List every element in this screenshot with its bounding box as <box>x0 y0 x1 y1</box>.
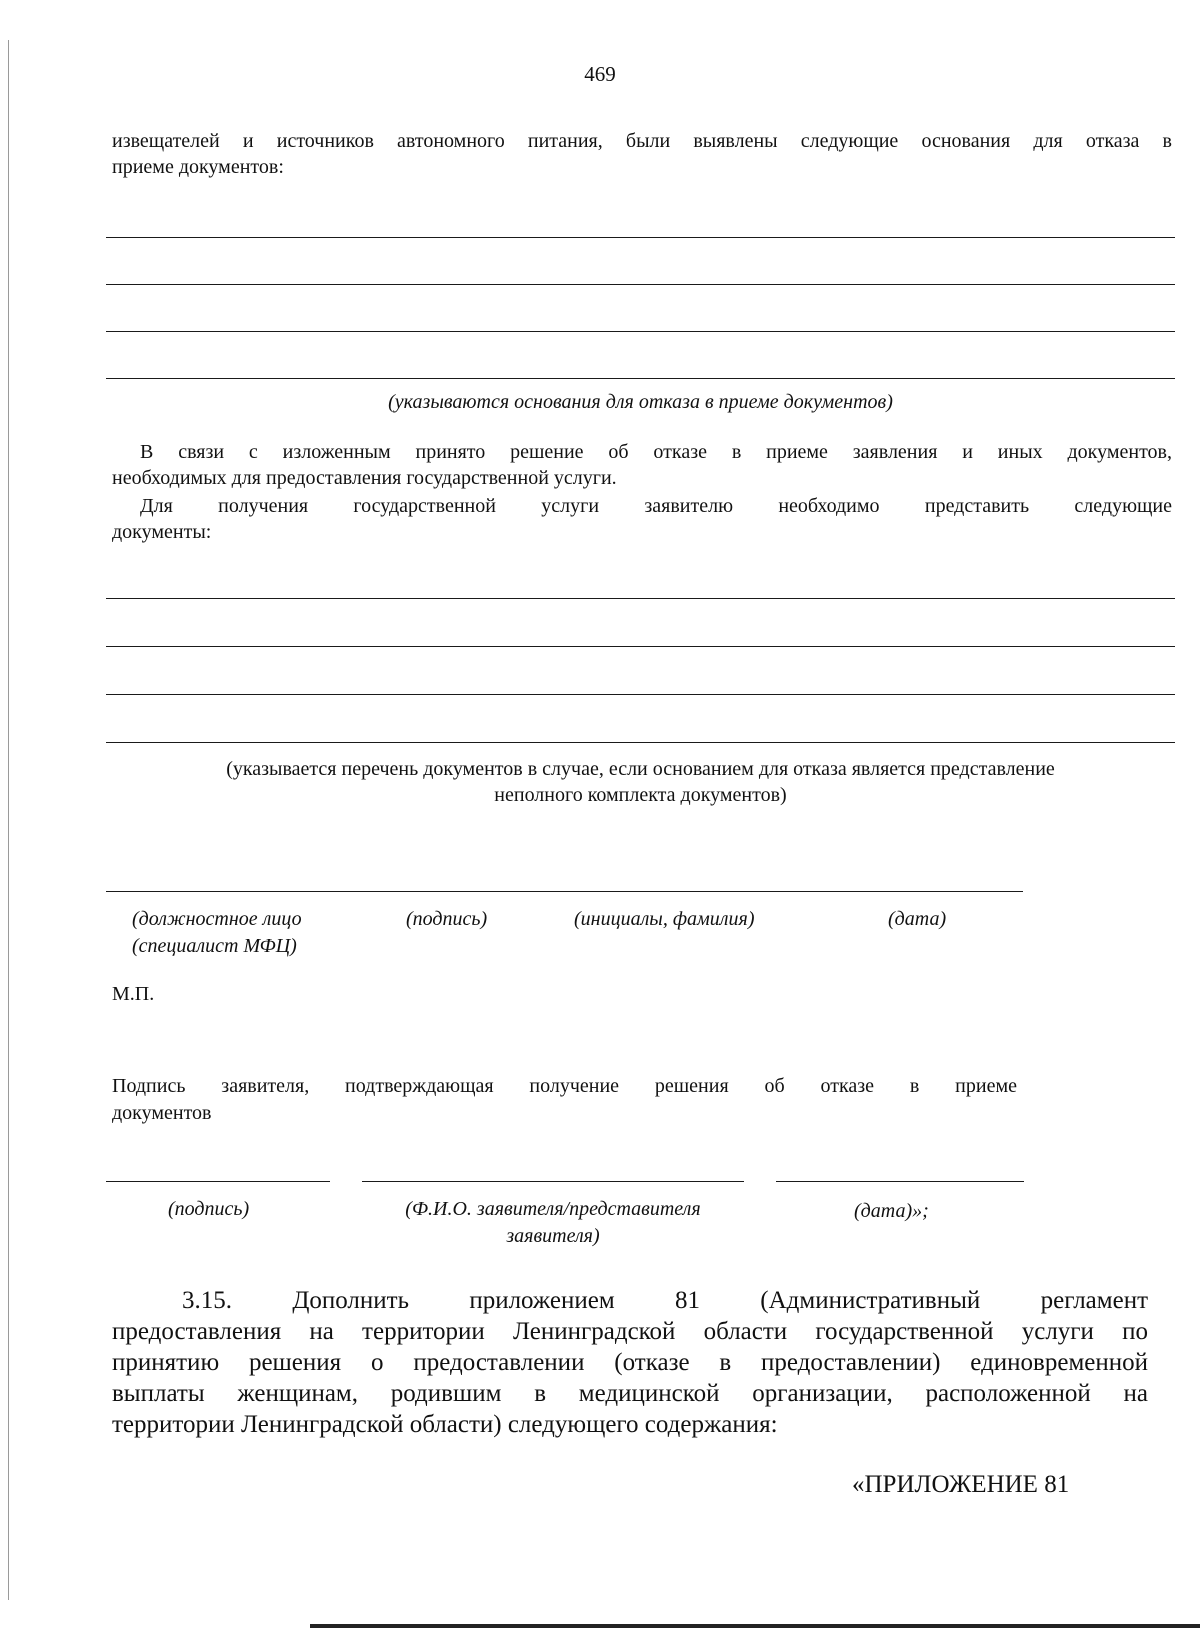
page-left-edge <box>8 40 9 1600</box>
documents-blank-line-2[interactable] <box>106 646 1175 647</box>
clause-line-2: предоставления на территории Ленинградской области государственной услуги по <box>112 1318 1148 1345</box>
clause-line-4: выплаты женщинам, родившим в медицинской организации, расположенной на <box>112 1380 1148 1407</box>
decision-line-1: В связи с изложенным принято решение об отказе в приеме заявления и иных документов, <box>140 441 1172 463</box>
applicant-signature-label: (подпись) <box>168 1198 250 1220</box>
official-initials-label: (инициалы, фамилия) <box>574 908 755 930</box>
documents-blank-line-3[interactable] <box>106 694 1175 695</box>
applicant-name-label-line-1: (Ф.И.О. заявителя/представителя <box>405 1198 701 1220</box>
clause-line-5: территории Ленинградской области) следующего содержания: <box>112 1411 778 1438</box>
stamp-placeholder: М.П. <box>112 983 155 1005</box>
applicant-name-line[interactable] <box>362 1181 744 1182</box>
appendix-heading: «ПРИЛОЖЕНИЕ 81 <box>852 1471 1070 1498</box>
applicant-date-line[interactable] <box>776 1181 1024 1182</box>
applicant-confirmation-line-1: Подпись заявителя, подтверждающая получение решения об отказе в приеме <box>112 1075 1017 1097</box>
applicant-signature-line[interactable] <box>106 1181 330 1182</box>
applicant-name-label-line-2: заявителя) <box>506 1225 600 1247</box>
official-position-label-line-1: (должностное лицо <box>132 908 302 930</box>
documents-blank-line-4[interactable] <box>106 742 1175 743</box>
official-position-label-line-2: (специалист МФЦ) <box>132 935 297 957</box>
clause-line-1: 3.15. Дополнить приложением 81 (Административный регламент <box>182 1287 1148 1314</box>
page-number: 469 <box>584 62 616 86</box>
page-bottom-edge <box>310 1624 1200 1628</box>
documents-blank-line-1[interactable] <box>106 598 1175 599</box>
intro-line-2: приеме документов: <box>112 156 284 178</box>
decision-line-3: Для получения государственной услуги заявителю необходимо представить следующие <box>140 495 1172 517</box>
reasons-blank-line-2[interactable] <box>106 284 1175 285</box>
clause-line-3: принятию решения о предоставлении (отказе в предоставлении) единовременной <box>112 1349 1148 1376</box>
decision-line-2: необходимых для предоставления государственной услуги. <box>112 467 617 489</box>
official-date-label: (дата) <box>888 908 947 930</box>
documents-caption-line-2: неполного комплекта документов) <box>494 784 787 806</box>
official-signature-label: (подпись) <box>406 908 488 930</box>
reasons-blank-line-3[interactable] <box>106 331 1175 332</box>
reasons-caption: (указываются основания для отказа в приеме документов) <box>388 391 893 413</box>
documents-caption-line-1: (указывается перечень документов в случае, если основанием для отказа является представление <box>226 758 1055 780</box>
reasons-blank-line-1[interactable] <box>106 237 1175 238</box>
decision-line-4: документы: <box>112 521 212 543</box>
intro-line-1: извещателей и источников автономного питания, были выявлены следующие основания для отказа в <box>112 130 1172 152</box>
applicant-date-label: (дата)»; <box>854 1200 929 1222</box>
applicant-confirmation-line-2: документов <box>112 1102 212 1124</box>
official-signature-line[interactable] <box>106 891 1023 892</box>
reasons-blank-line-4[interactable] <box>106 378 1175 379</box>
